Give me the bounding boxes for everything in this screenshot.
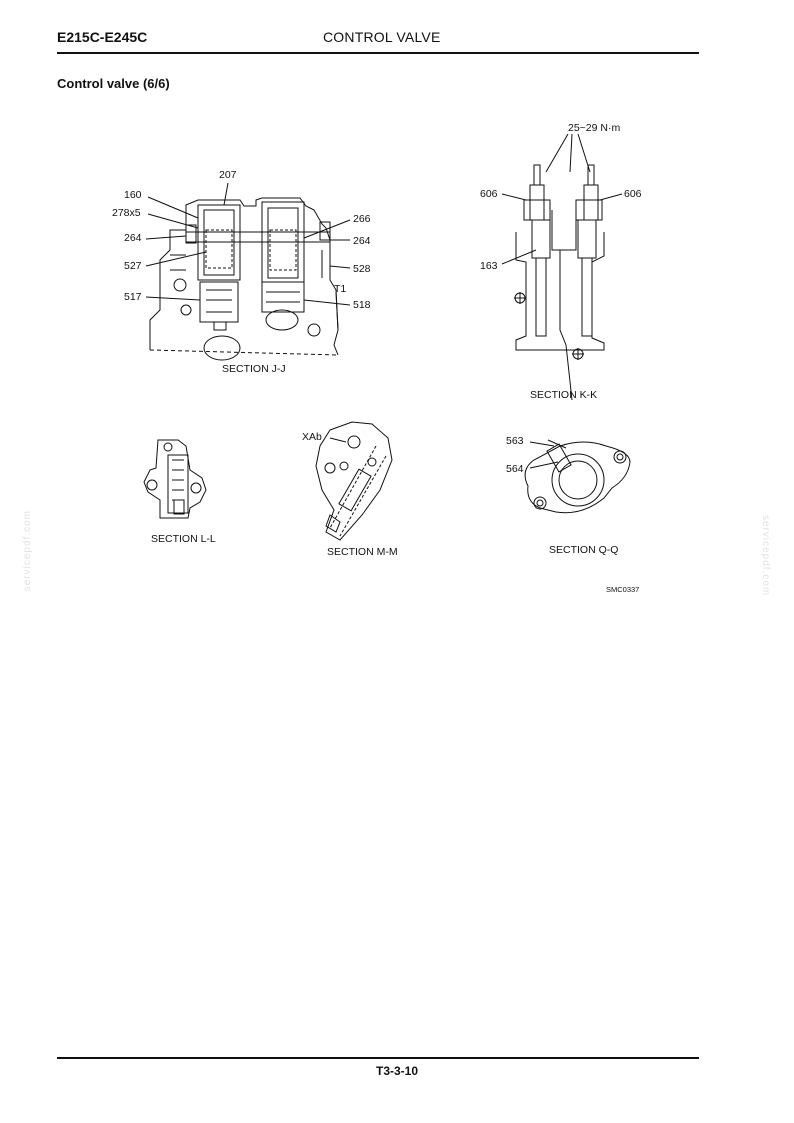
- callout-264-left: 264: [124, 232, 142, 244]
- drawing-code: SMC0337: [606, 585, 640, 594]
- callout-517: 517: [124, 291, 142, 303]
- callout-528: 528: [353, 263, 371, 275]
- callout-564: 564: [506, 463, 524, 475]
- callout-278x5: 278x5: [112, 207, 141, 219]
- callout-266: 266: [353, 213, 371, 225]
- header-section-title: CONTROL VALVE: [323, 29, 441, 45]
- callout-606-right: 606: [624, 188, 642, 200]
- section-kk-drawing: [502, 134, 622, 400]
- caption-section-mm: SECTION M-M: [327, 546, 398, 558]
- section-qq-drawing: [525, 440, 630, 513]
- callout-207: 207: [219, 169, 237, 181]
- caption-section-jj: SECTION J-J: [222, 363, 286, 375]
- callout-264-right: 264: [353, 235, 371, 247]
- caption-section-ll: SECTION L-L: [151, 533, 216, 545]
- callout-t1: T1: [334, 283, 347, 295]
- watermark-left: servicepdf.com: [22, 510, 33, 592]
- callout-563: 563: [506, 435, 524, 447]
- callout-518: 518: [353, 299, 371, 311]
- torque-spec: 25~29 N·m: [568, 122, 621, 134]
- page-title: Control valve (6/6): [57, 76, 170, 91]
- header-model: E215C-E245C: [57, 29, 148, 45]
- callout-160: 160: [124, 189, 142, 201]
- page-number: T3-3-10: [375, 1064, 419, 1078]
- callout-527: 527: [124, 260, 142, 272]
- footer-divider: [57, 1057, 699, 1059]
- watermark-right: servicepdf.com: [760, 515, 771, 597]
- callout-606-left: 606: [480, 188, 498, 200]
- section-ll-drawing: [144, 440, 206, 518]
- section-mm-drawing: [316, 422, 392, 540]
- section-jj-drawing: [146, 183, 350, 360]
- caption-section-qq: SECTION Q-Q: [549, 544, 619, 556]
- callout-163: 163: [480, 260, 498, 272]
- callout-xab: XAb: [302, 431, 322, 443]
- caption-section-kk: SECTION K-K: [530, 389, 598, 401]
